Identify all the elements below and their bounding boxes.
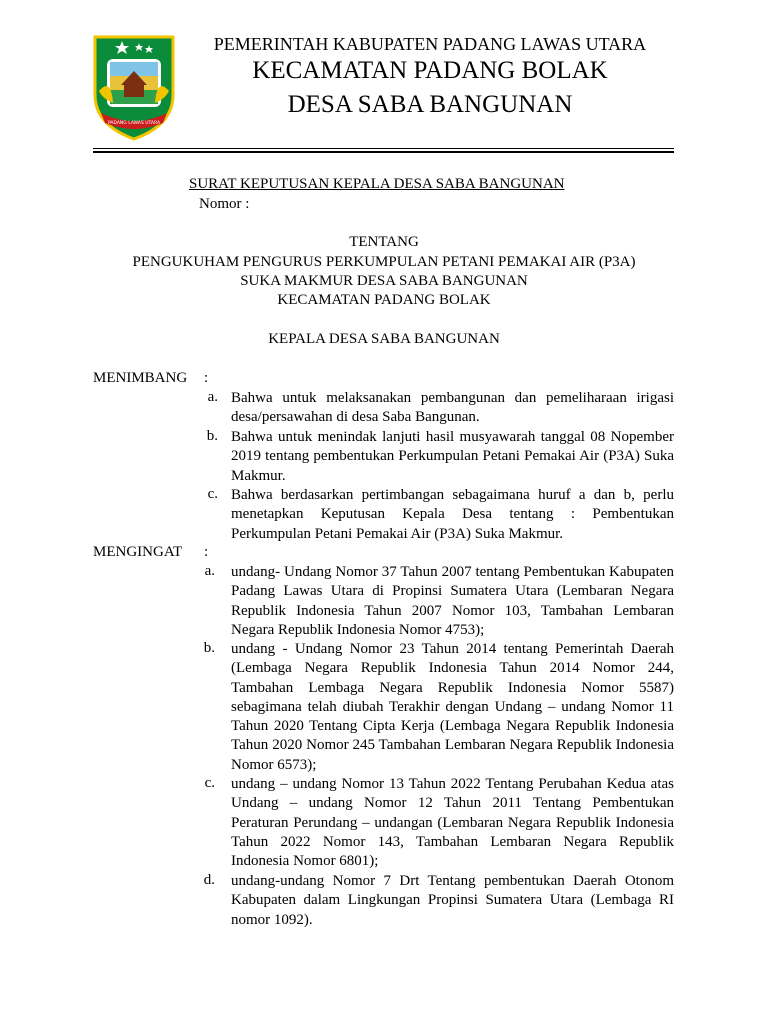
logo-ribbon-text: PADANG LAWAS UTARA <box>107 121 161 126</box>
decree-title: SURAT KEPUTUSAN KEPALA DESA SABA BANGUNAN <box>189 176 565 192</box>
menimbang-mark-c: c. <box>207 486 218 502</box>
mengingat-mark-d: d. <box>203 872 215 888</box>
header-village: DESA SABA BANGUNAN <box>287 91 573 118</box>
mengingat-mark-c: c. <box>204 775 215 791</box>
menimbang-mark-a: a. <box>207 389 218 405</box>
subject-line-2: SUKA MAKMUR DESA SABA BANGUNAN <box>240 273 528 289</box>
header-government: PEMERINTAH KABUPATEN PADANG LAWAS UTARA <box>213 34 647 54</box>
mengingat-mark-b: b. <box>203 640 215 656</box>
menimbang-label: MENIMBANG <box>93 370 188 386</box>
decree-number: Nomor : <box>199 196 250 212</box>
mengingat-colon: : <box>204 544 209 560</box>
official-title: KEPALA DESA SABA BANGUNAN <box>268 331 500 347</box>
header-district: KECAMATAN PADANG BOLAK <box>252 57 608 84</box>
subject-line-3: KECAMATAN PADANG BOLAK <box>277 292 491 308</box>
mengingat-item-b: undang - Undang Nomor 23 Tahun 2014 tentang Pemerintah Daerah (Lembaga Negara Republik Indonesia Tahun 2014 Nomor 244, Tambahan Lembaga Negara Republik Indonesia Nomor 5587) sebagimana telah diubah Terakhir dengan Undang – undang Nomor 11 Tahun 2020 Tentang Cipta Kerja (Lembaga Negara Republik Indonesia Tahun 2020 Nomor 245 Tambahan Lembaran Negara Republik Indonesia Nomor 6573); <box>231 641 674 773</box>
mengingat-mark-a: a. <box>204 563 215 579</box>
regency-logo <box>91 33 177 141</box>
header-rule-thick <box>93 151 674 153</box>
header-rule-thin <box>93 148 674 149</box>
menimbang-item-c: Bahwa berdasarkan pertimbangan sebagaimana huruf a dan b, perlu menetapkan Keputusan Kepala Desa tentang : Pembentukan Perkumpulan Petani Pemakai Air (P3A) Suka Makmur. <box>231 487 674 542</box>
menimbang-mark-b: b. <box>206 428 218 444</box>
mengingat-item-d: undang-undang Nomor 7 Drt Tentang pembentukan Daerah Otonom Kabupaten dalam Lingkungan Propinsi Sumatera Utara (Lembaga RI nomor 1092). <box>231 873 674 928</box>
menimbang-colon: : <box>204 370 209 386</box>
mengingat-label: MENGINGAT <box>93 544 183 560</box>
mengingat-item-a: undang- Undang Nomor 37 Tahun 2007 tentang Pembentukan Kabupaten Padang Lawas Utara di Propinsi Sumatera Utara (Lembaran Negara Republik Indonesia Tahun 2007 Nomor 103, Tambahan Lembaran Negara Republik Indonesia Nomor 4753); <box>231 564 674 638</box>
subject-tentang: TENTANG <box>349 234 419 250</box>
menimbang-item-b: Bahwa untuk menindak lanjuti hasil musyawarah tanggal 08 Nopember 2019 tentang pembentukan Perkumpulan Petani Pemakai Air (P3A) Suka Makmur. <box>231 429 674 484</box>
menimbang-item-a: Bahwa untuk melaksanakan pembangunan dan pemeliharaan irigasi desa/persawahan di desa Saba Bangunan. <box>231 390 674 426</box>
mengingat-item-c: undang – undang Nomor 13 Tahun 2022 Tentang Perubahan Kedua atas Undang – undang Nomor 12 Tahun 2011 Tentang Pembentukan Peraturan Perundang – undangan (Lembaran Negara Republik Indonesia Tahun 2022 Nomor 143, Tambahan Lembaran Negara Republik Indonesia Nomor 6801); <box>231 776 674 870</box>
subject-line-1: PENGUKUHAM PENGURUS PERKUMPULAN PETANI PEMAKAI AIR (P3A) <box>132 254 636 270</box>
